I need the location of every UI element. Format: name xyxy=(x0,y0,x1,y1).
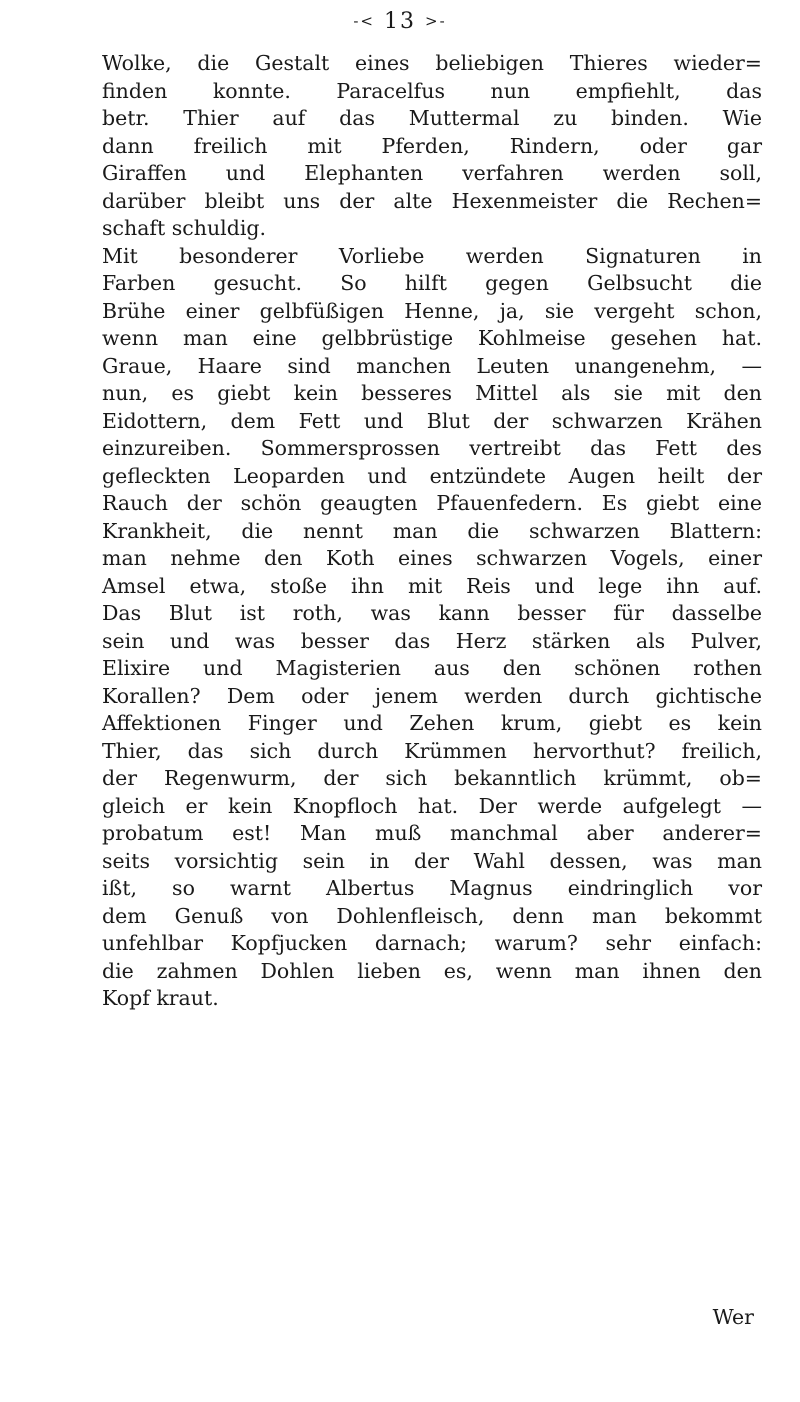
text-body xyxy=(102,50,762,1013)
text-line: finden konnte. Paracelfus nun empfiehlt, das xyxy=(102,78,762,103)
text-line: unfehlbar Kopfjucken darnach; warum? sehr einfach: xyxy=(102,931,762,955)
text-line: man nehme den Koth eines schwarzen Vogels, einer xyxy=(102,546,762,570)
text-line: Wolke, die Gestalt eines beliebigen Thieres wieder= xyxy=(102,51,762,75)
text-line: betr. Thier auf das Muttermal zu binden. Wie xyxy=(102,106,762,130)
text-line: wenn man eine gelbbrüstige Kohlmeise gesehen hat. xyxy=(102,326,762,350)
text-line: Eidottern, dem Fett und Blut der schwarzen Krähen xyxy=(102,408,762,433)
text-line: ißt, so warnt Albertus Magnus eindringlich vor xyxy=(102,876,762,900)
text-line: dann freilich mit Pferden, Rindern, oder gar xyxy=(102,133,762,158)
header-ornament-right: >- xyxy=(425,12,447,30)
text-line: sein und was besser das Herz stärken als Pulver, xyxy=(102,628,762,653)
text-line: Rauch der schön geaugten Pfauenfedern. Es giebt eine xyxy=(102,491,762,515)
text-line: Brühe einer gelbfüßigen Henne, ja, sie vergeht schon, xyxy=(102,298,762,323)
catchword: Wer xyxy=(712,1305,754,1329)
text-line: Krankheit, die nennt man die schwarzen Blattern: xyxy=(102,518,762,543)
text-line: Affektionen Finger und Zehen krum, giebt es kein xyxy=(102,711,762,735)
text-line: Amsel etwa, stoße ihn mit Reis und lege ihn auf. xyxy=(102,573,762,598)
text-line: Graue, Haare sind manchen Leuten unangenehm, — xyxy=(102,353,762,378)
text-line: Elixire und Magisterien aus den schönen rothen xyxy=(102,656,762,680)
text-line: darüber bleibt uns der alte Hexenmeister die Rechen= xyxy=(102,188,762,213)
text-line: dem Genuß von Dohlenfleisch, denn man bekommt xyxy=(102,903,762,928)
text-line: die zahmen Dohlen lieben es, wenn man ihnen den xyxy=(102,958,762,983)
text-line: der Regenwurm, der sich bekanntlich krümmt, ob= xyxy=(102,766,762,790)
text-line: Mit besonderer Vorliebe werden Signaturen in xyxy=(102,243,762,268)
text-line: Kopf kraut. xyxy=(102,986,219,1010)
text-line: seits vorsichtig sein in der Wahl dessen, was man xyxy=(102,848,762,873)
text-line: Das Blut ist roth, was kann besser für dasselbe xyxy=(102,601,762,625)
text-line: Giraffen und Elephanten verfahren werden soll, xyxy=(102,161,762,185)
text-line: probatum est! Man muß manchmal aber anderer= xyxy=(102,821,762,845)
text-line: Thier, das sich durch Krümmen hervorthut? freilich, xyxy=(102,738,762,763)
text-line: Korallen? Dem oder jenem werden durch gichtische xyxy=(102,683,762,708)
text-line: einzureiben. Sommersprossen vertreibt das Fett des xyxy=(102,436,762,460)
page-header xyxy=(0,6,800,37)
text-line: nun, es giebt kein besseres Mittel als sie mit den xyxy=(102,381,762,405)
text-line: Farben gesucht. So hilft gegen Gelbsucht die xyxy=(102,271,762,295)
text-line: schaft schuldig. xyxy=(102,216,267,240)
text-line: gleich er kein Knopfloch hat. Der werde aufgelegt — xyxy=(102,793,762,818)
header-ornament-left: -< xyxy=(353,12,375,30)
page-number: 13 xyxy=(384,9,416,34)
text-line: gefleckten Leoparden und entzündete Augen heilt der xyxy=(102,463,762,488)
